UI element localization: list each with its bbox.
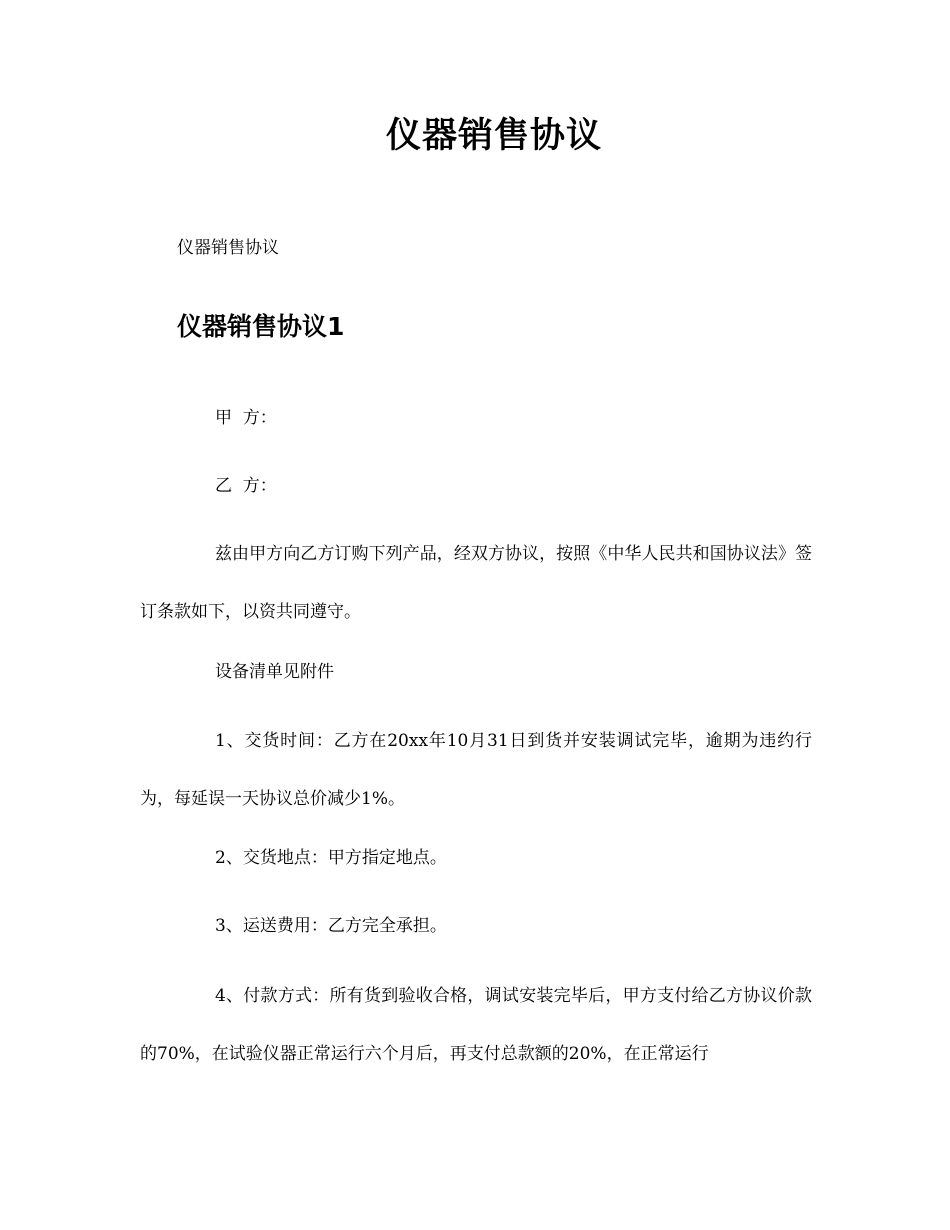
clause-4-paragraph: 4、付款方式：所有货到验收合格，调试安装完毕后，甲方支付给乙方协议价款的70%，在试验仪器正常运行六个月后，再支付总款额的20%，在正常运行 (140, 986, 812, 1064)
party-b-line: 乙 方： (215, 476, 277, 496)
clause-2-line: 2、交货地点：甲方指定地点。 (215, 848, 447, 868)
document-title: 仪器销售协议 (385, 116, 602, 156)
intro-paragraph: 兹由甲方向乙方订购下列产品，经双方协议，按照《中华人民共和国协议法》签订条款如下，以资共同遵守。 (140, 544, 812, 622)
clause-3-line: 3、运送费用：乙方完全承担。 (215, 916, 447, 936)
clause-1-paragraph: 1、交货时间：乙方在20xx年10月31日到货并安装调试完毕，逾期为违约行为，每延误一天协议总价减少1%。 (140, 731, 812, 809)
party-a-line: 甲 方： (215, 408, 277, 428)
document-subtitle: 仪器销售协议 (177, 238, 279, 258)
section-heading: 仪器销售协议1 (177, 312, 345, 341)
equipment-list-line: 设备清单见附件 (215, 662, 334, 682)
